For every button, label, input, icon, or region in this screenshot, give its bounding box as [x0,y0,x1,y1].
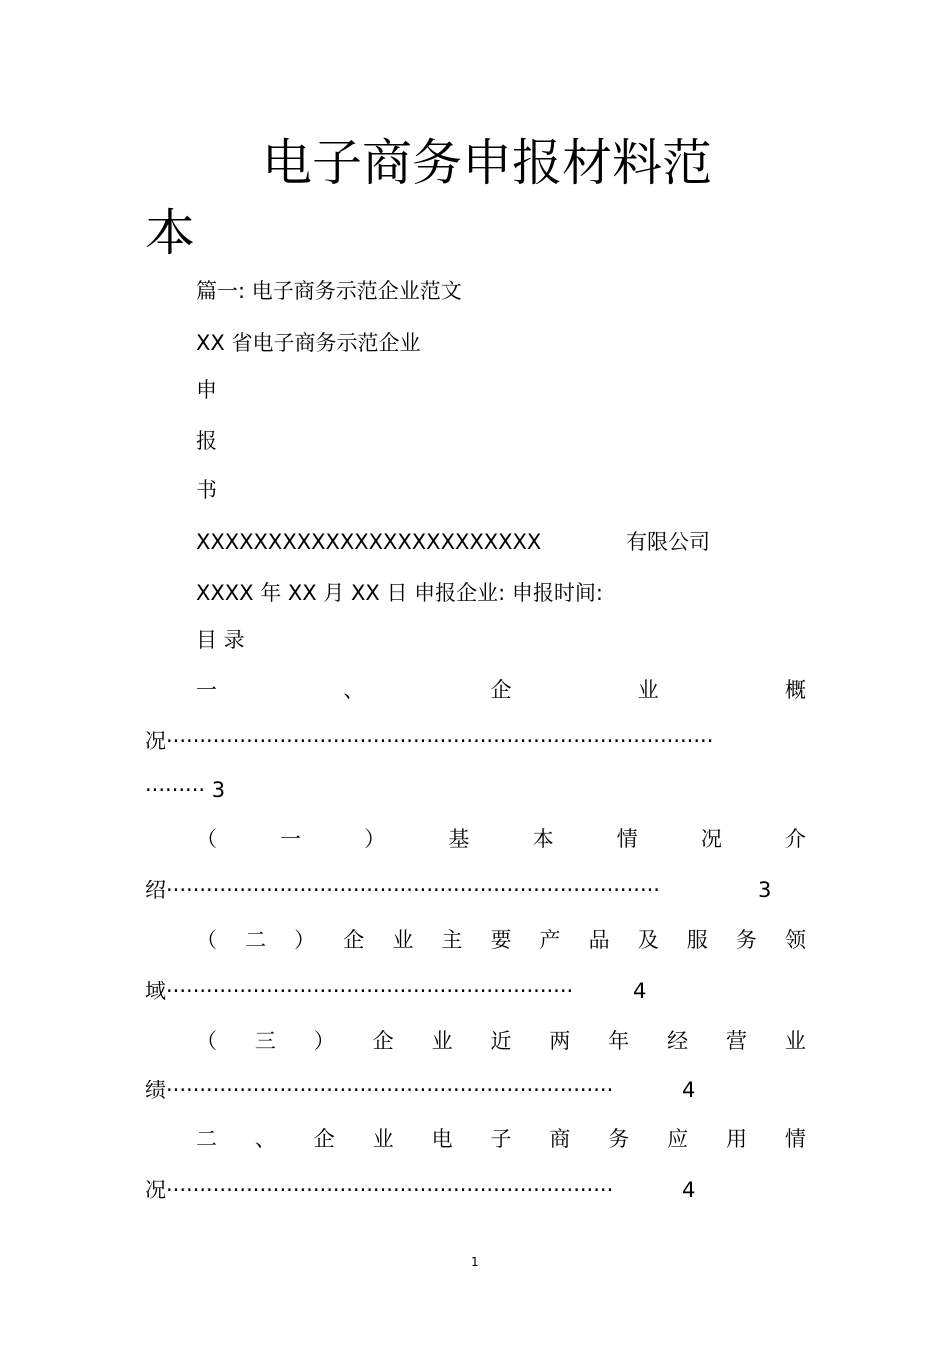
toc-char: 主 [441,928,463,952]
toc-char: 企 [372,1029,394,1053]
toc-char: 务 [608,1127,630,1151]
toc-char: 二 [196,1127,217,1151]
toc-entry-3-page: 4 [633,979,647,1003]
toc-char: 业 [431,1029,453,1053]
toc-char: 电 [431,1127,453,1151]
toc-char: 企 [313,1127,335,1151]
toc-char: ） [294,928,316,952]
toc-entry-2-heading [196,829,806,850]
toc-entry-1-leader: 况·················································································· [145,731,714,752]
toc-char: 经 [667,1029,689,1053]
toc-char: 领 [784,928,806,952]
toc-char: 务 [735,928,757,952]
vertical-char-shu: 书 [196,478,217,502]
toc-char: 业 [392,928,414,952]
toc-char: 商 [549,1127,571,1151]
toc-char: 情 [784,1127,806,1151]
toc-entry-5-heading [196,1129,806,1150]
vertical-char-shen: 申 [196,378,217,402]
toc-char: 两 [549,1029,571,1053]
toc-char: 业 [637,678,659,702]
province-line: XX 省电子商务示范企业 [196,331,421,355]
page-number: 1 [471,1255,479,1269]
toc-char: 况 [700,827,722,851]
toc-char: 品 [588,928,610,952]
toc-char: 营 [726,1029,748,1053]
toc-char: 业 [372,1127,394,1151]
toc-entry-3-heading [196,930,806,951]
toc-char: 年 [608,1029,630,1053]
toc-entry-3-leader: 域····························································· [145,981,574,1002]
company-placeholder: XXXXXXXXXXXXXXXXXXXXXXXX [196,530,542,554]
toc-char: 情 [616,827,638,851]
toc-char: 服 [686,928,708,952]
toc-entry-4-leader: 绩··································································· [145,1080,614,1101]
toc-char: 本 [532,827,554,851]
toc-char: 介 [784,827,806,851]
toc-char: 应 [667,1127,689,1151]
date-line: XXXX 年 XX 月 XX 日 申报企业: 申报时间: [196,581,603,605]
toc-char: （ [196,827,217,851]
toc-entry-4-page: 4 [682,1078,696,1102]
toc-char: 要 [490,928,512,952]
toc-char: 、 [254,1127,276,1151]
toc-char: ） [364,827,386,851]
toc-entry-5-leader: 况··································································· [145,1180,614,1201]
toc-char: 一 [196,678,217,702]
toc-entry-1-leader-cont: ········· 3 [145,778,226,802]
toc-char: 产 [539,928,561,952]
toc-char: 企 [343,928,365,952]
toc-char: 基 [448,827,470,851]
toc-entry-4-heading [196,1031,806,1052]
toc-char: （ [196,928,217,952]
toc-label: 目 录 [196,628,245,652]
toc-char: 三 [254,1029,276,1053]
toc-entry-5-page: 4 [682,1178,696,1202]
toc-char: 一 [280,827,302,851]
toc-char: （ [196,1029,217,1053]
toc-char: 、 [343,678,365,702]
toc-char: 及 [637,928,659,952]
toc-entry-2-leader: 绍·········································································· [145,880,660,901]
toc-char: 业 [784,1029,806,1053]
toc-char: 概 [785,678,806,702]
document-title-line1: 电子商务申报材料范 [262,134,712,192]
toc-char: 近 [490,1029,512,1053]
toc-char: 企 [490,678,512,702]
toc-char: 二 [245,928,267,952]
toc-char: 用 [726,1127,748,1151]
toc-char: 子 [490,1127,512,1151]
section-heading: 篇一: 电子商务示范企业范文 [196,279,462,303]
toc-entry-1-heading [196,680,806,701]
toc-entry-2-page: 3 [758,878,772,902]
company-suffix: 有限公司 [626,530,710,554]
vertical-char-bao: 报 [196,429,217,453]
document-title-line2: 本 [145,204,195,262]
toc-char: ） [313,1029,335,1053]
